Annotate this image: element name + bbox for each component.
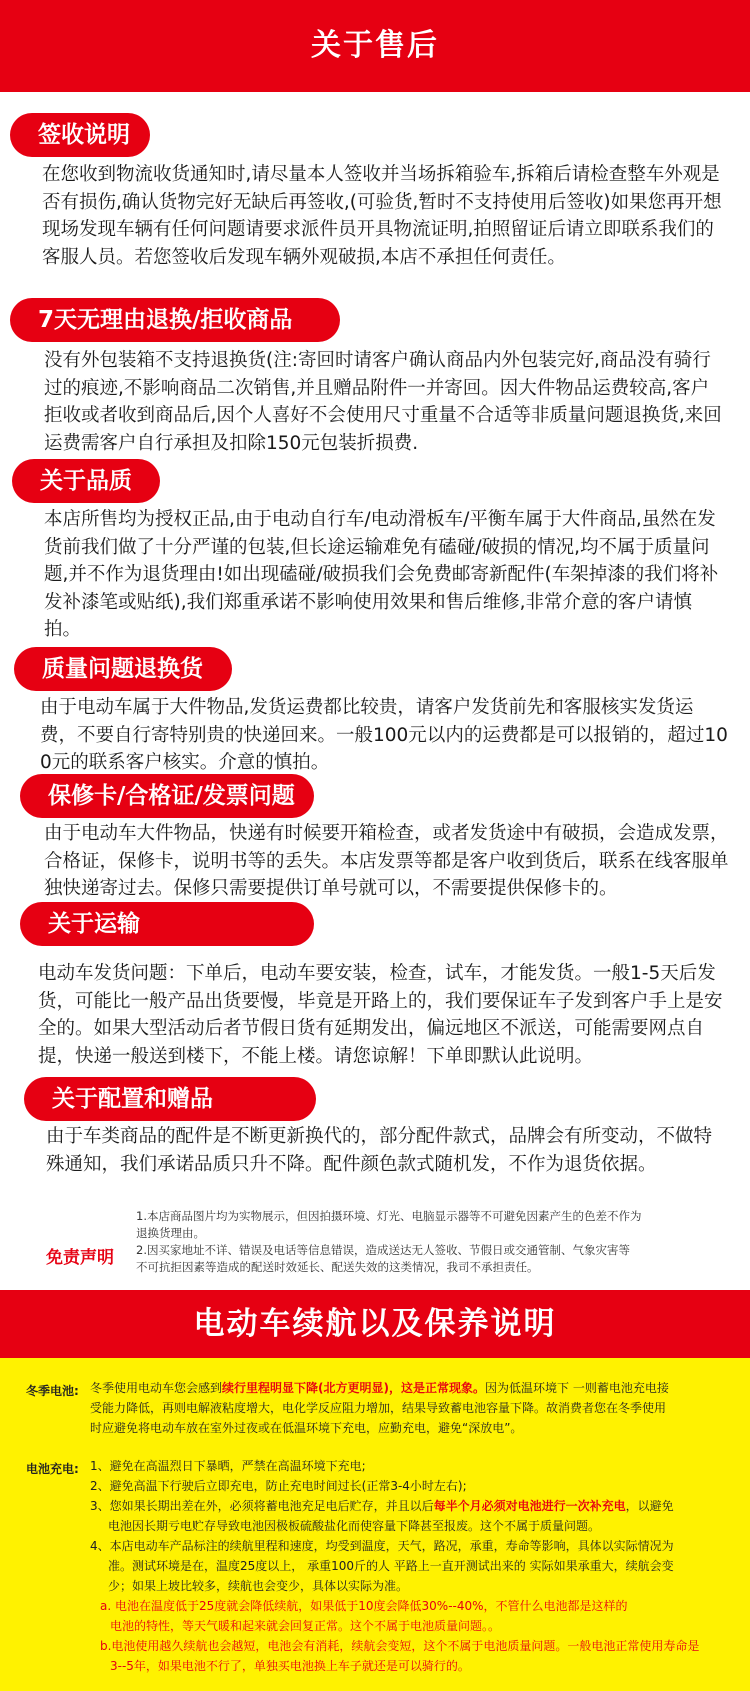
note-b-line2: 3--5年，如果电池不行了，单独买电池换上车子就还是可以骑行的。 (110, 1659, 470, 1673)
page-title: 关于售后 (0, 0, 750, 92)
section-title-quality: 关于品质 (12, 459, 160, 503)
charge-item-4b: 准。测试环境是在，温度25度以上， 承重100斤的人 平路上一直开测试出来的 实际如果承重大，续航会变 (108, 1559, 674, 1573)
charge-item-3d: 电池因长期亏电贮存导致电池因极板硫酸盐化而使容量下降甚至报废。这个不属于质量问题。 (108, 1519, 601, 1533)
winter-text-a: 冬季使用电动车您会感到 (90, 1381, 223, 1395)
winter-text-line: 受能力降低，再则电解液粘度增大，电化学反应阻力增加，结果导致蓄电池容量下降。故消费者您在冬季使用 (90, 1401, 667, 1415)
charge-item-3a: 3、您如果长期出差在外，必须将蓄电池充足电后贮存，并且以后 (90, 1499, 434, 1513)
note-b-line1: b.电池使用越久续航也会越短，电池会有消耗，续航会变短，这个不属于电池质量问题。一般电池正常使用寿命是 (100, 1639, 700, 1653)
winter-battery-label: 冬季电池: (26, 1384, 79, 1398)
charge-item: 1、避免在高温烈日下暴晒，严禁在高温环境下充电; (90, 1459, 366, 1473)
section-title-shipping: 关于运输 (20, 902, 314, 946)
disclaimer-label: 免责声明 (46, 1248, 114, 1268)
section-body-shipping: 电动车发货问题：下单后，电动车要安装，检查，试车，才能发货。一般1-5天后发货，可能比一般产品出货要慢，毕竟是开路上的，我们要保证车子发到客户手上是安全的。如果大型活动后者节假日货有延期发出，偏远地区不派送，可能需要网点自提，快递一般送到楼下，不能上楼。请您谅解！下单即默认此说明。 (38, 963, 723, 1067)
section-body-quality: 本店所售均为授权正品,由于电动自行车/电动滑板车/平衡车属于大件商品,虽然在发货前我们做了十分严谨的包装,但长途运输难免有磕碰/破损的情况,均不属于质量问题,并不作为退货理由!如出现磕碰/破损我们会免费邮寄新配件(车架掉漆的我们将补发补漆笔或贴纸),我们郑重承诺不影响使用效果和售后维修,非常介意的客户请慎拍。 (44, 509, 719, 640)
note-a-line1: a. 电池在温度低于25度就会降低续航，如果低于10度会降低30%--40%，不管什么电池都是这样的 (100, 1599, 628, 1613)
section-title-sign: 签收说明 (10, 113, 150, 157)
disclaimer-line: 不可抗拒因素等造成的配送时效延长、配送失效的这类情况，我司不承担责任。 (136, 1260, 539, 1274)
section-body-warranty: 由于电动车大件物品，快递有时候要开箱检查，或者发货途中有破损，会造成发票，合格证，保修卡，说明书等的丢失。本店发票等都是客户收到货后，联系在线客服单独快递寄过去。保修只需要提供订单号就可以，不需要提供保修卡的。 (44, 823, 729, 899)
charge-item-3-highlight: 每半个月必须对电池进行一次补充电 (433, 1499, 626, 1513)
section-title-return: 7天无理由退换/拒收商品 (10, 298, 340, 342)
battery-notes (100, 1596, 740, 1676)
charge-item-4c: 少；如果上坡比较多，续航也会变少，具体以实际为准。 (108, 1579, 409, 1593)
charge-item-3c: ，以避免 (625, 1499, 674, 1513)
note-a-line2: 电池的特性，等天气暖和起来就会回复正常。这个不属于电池质量问题。。 (110, 1619, 501, 1633)
section-title-accessories: 关于配置和赠品 (24, 1077, 316, 1121)
disclaimer-line: 1.本店商品图片均为实物展示，但因拍摄环境、灯光、电脑显示器等不可避免因素产生的色差不作为 (136, 1209, 642, 1223)
charge-item-4a: 4、本店电动车产品标注的续航里程和速度，均受到温度，天气，路况，承重，寿命等影响，具体以实际情况为 (90, 1539, 674, 1553)
section-body-accessories: 由于车类商品的配件是不断更新换代的，部分配件款式，品牌会有所变动，不做特殊通知，我们承诺品质只升不降。配件颜色款式随机发，不作为退货依据。 (46, 1126, 713, 1175)
section-body-sign: 在您收到物流收货通知时,请尽量本人签收并当场拆箱验车,拆箱后请检查整车外观是否有损伤,确认货物完好无缺后再签收,(可验货,暂时不支持使用后签收)如果您再开想现场发现车辆有任何问题请要求派件员开具物流证明,拍照留证后请立即联系我们的客服人员。若您签收后发现车辆外观破损,本店不承担任何责任。 (42, 164, 722, 268)
disclaimer-line: 退换货理由。 (136, 1226, 205, 1240)
section-title-defect: 质量问题退换货 (14, 647, 232, 691)
disclaimer-text (136, 1208, 696, 1276)
charging-text (90, 1456, 740, 1596)
section-body-return: 没有外包装箱不支持退换货(注:寄回时请客户确认商品内外包装完好,商品没有骑行过的痕迹,不影响商品二次销售,并且赠品附件一并寄回。因大件物品运费较高,客户拒收或者收到商品后,因个人喜好不会使用尺寸重量不合适等非质量问题退换货,来回运费需客户自行承担及扣除150元包装折损费. (44, 350, 722, 454)
charging-label: 电池充电: (26, 1462, 79, 1476)
battery-title: 电动车续航以及保养说明 (0, 1290, 750, 1358)
winter-text-highlight: 续行里程明显下降(北方更明显)，这是正常现象。 (222, 1381, 485, 1395)
section-title-warranty: 保修卡/合格证/发票问题 (20, 774, 314, 818)
disclaimer-line: 2.因买家地址不详、错误及电话等信息错误，造成送达无人签收、节假日或交通管制、气象灾害等 (136, 1243, 630, 1257)
winter-battery-text (90, 1378, 730, 1438)
charge-item: 2、避免高温下行驶后立即充电，防止充电时间过长(正常3-4小时左右); (90, 1479, 467, 1493)
winter-text-c: 因为低温环境下 一则蓄电池充电接 (485, 1381, 669, 1395)
winter-text-line: 时应避免将电动车放在室外过夜或在低温环境下充电，应勤充电，避免“深放电”。 (90, 1421, 523, 1435)
section-body-defect: 由于电动车属于大件物品,发货运费都比较贵，请客户发货前先和客服核实发货运费，不要自行寄特别贵的快递回来。一般100元以内的运费都是可以报销的，超过100元的联系客户核实。介意的慎拍。 (40, 697, 728, 773)
